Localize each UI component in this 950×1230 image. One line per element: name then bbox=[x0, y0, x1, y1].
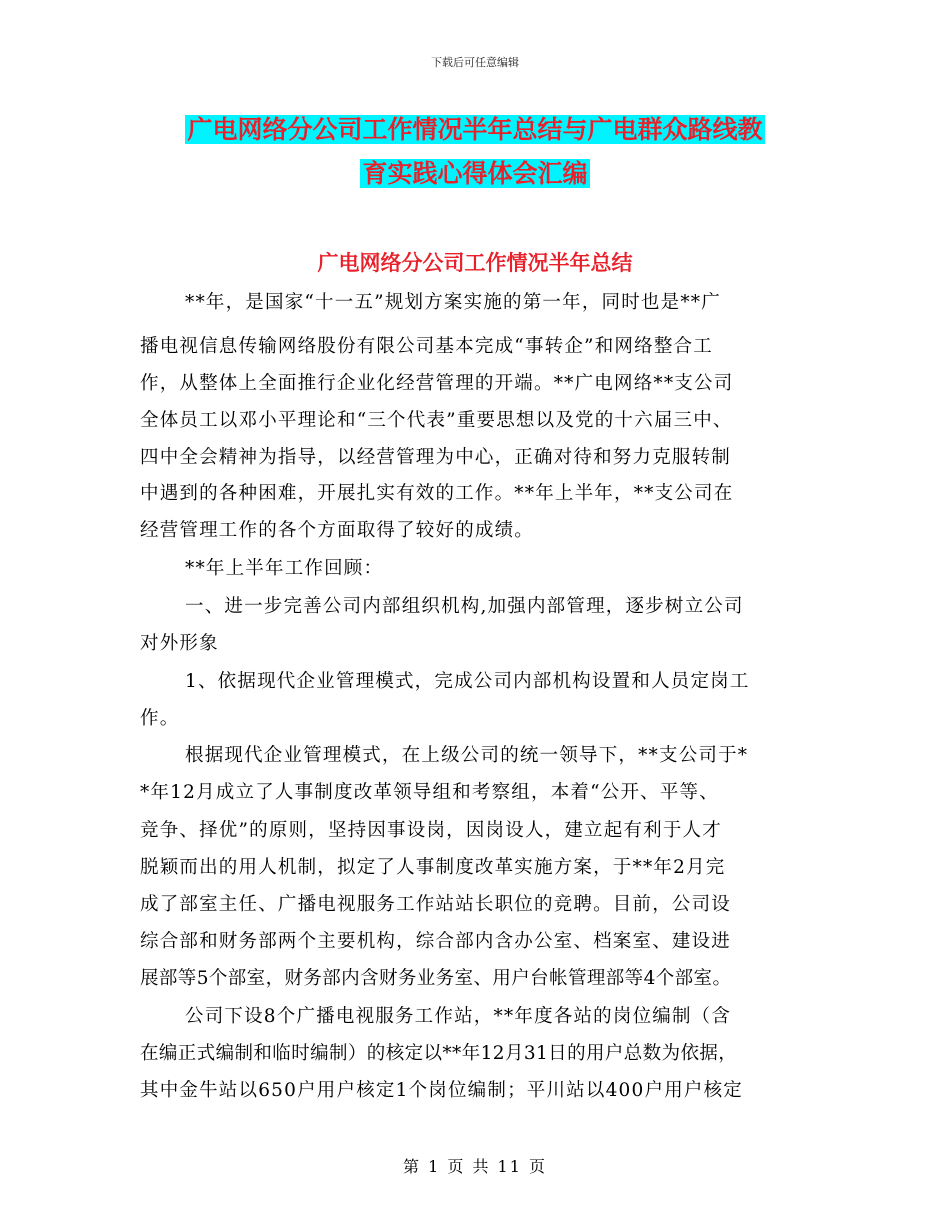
body-line: 一、进一步完善公司内部组织机构,加强内部管理，逐步树立公司 bbox=[185, 596, 744, 617]
header-note: 下载后可任意编辑 bbox=[431, 56, 519, 69]
document-title-line-2 bbox=[0, 156, 950, 192]
body-line: 综合部和财务部两个主要机构，综合部内含办公室、档案室、建设进 bbox=[140, 931, 732, 952]
body-line: 作，从整体上全面推行企业化经营管理的开端。**广电网络**支公司 bbox=[140, 373, 734, 394]
body-line: 成了部室主任、广播电视服务工作站站长职位的竞聘。目前，公司设 bbox=[140, 894, 732, 915]
body-line: **年，是国家“十一五”规划方案实施的第一年，同时也是**广 bbox=[185, 292, 721, 313]
body-line: 脱颖而出的用人机制，拟定了人事制度改革实施方案，于**年2月完 bbox=[140, 857, 726, 878]
body-line: 四中全会精神为指导，以经营管理为中心，正确对待和努力克服转制 bbox=[140, 447, 732, 468]
section-subtitle: 广电网络分公司工作情况半年总结 bbox=[317, 250, 633, 275]
body-line: **年上半年工作回顾： bbox=[185, 558, 384, 579]
document-title-line-1 bbox=[0, 112, 950, 148]
title-highlight: 育实践心得体会汇编 bbox=[362, 159, 588, 188]
title-highlight: 广电网络分公司工作情况半年总结与广电群众路线教 bbox=[187, 115, 763, 144]
body-line: 经营管理工作的各个方面取得了较好的成绩。 bbox=[140, 520, 535, 541]
body-line: 对外形象 bbox=[140, 633, 219, 654]
body-line: 在编正式编制和临时编制）的核定以**年12月31日的用户总数为依据， bbox=[140, 1043, 738, 1064]
body-line: 展部等5个部室，财务部内含财务业务室、用户台帐管理部等4个部室。 bbox=[140, 968, 732, 989]
body-line: 根据现代企业管理模式，在上级公司的统一领导下，**支公司于* bbox=[185, 745, 749, 766]
page-footer: 第 1 页 共 11 页 bbox=[403, 1157, 547, 1176]
body-line: 播电视信息传输网络股份有限公司基本完成“事转企”和网络整合工 bbox=[140, 336, 713, 357]
body-line: 中遇到的各种困难，开展扎实有效的工作。**年上半年，**支公司在 bbox=[140, 483, 734, 504]
body-line: 1、依据现代企业管理模式，完成公司内部机构设置和人员定岗工 bbox=[185, 671, 750, 692]
body-line: 全体员工以邓小平理论和“三个代表”重要思想以及党的十六届三中、 bbox=[140, 410, 733, 431]
body-line: *年12月成立了人事制度改革领导组和考察组，本着“公开、平等、 bbox=[140, 782, 719, 803]
body-line: 公司下设8个广播电视服务工作站，**年度各站的岗位编制（含 bbox=[185, 1006, 732, 1027]
body-line: 其中金牛站以650户用户核定1个岗位编制；平川站以400户用户核定 bbox=[140, 1080, 743, 1101]
body-line: 作。 bbox=[140, 708, 180, 729]
body-line: 竞争、择优”的原则，坚持因事设岗，因岗设人，建立起有利于人才 bbox=[140, 820, 722, 841]
